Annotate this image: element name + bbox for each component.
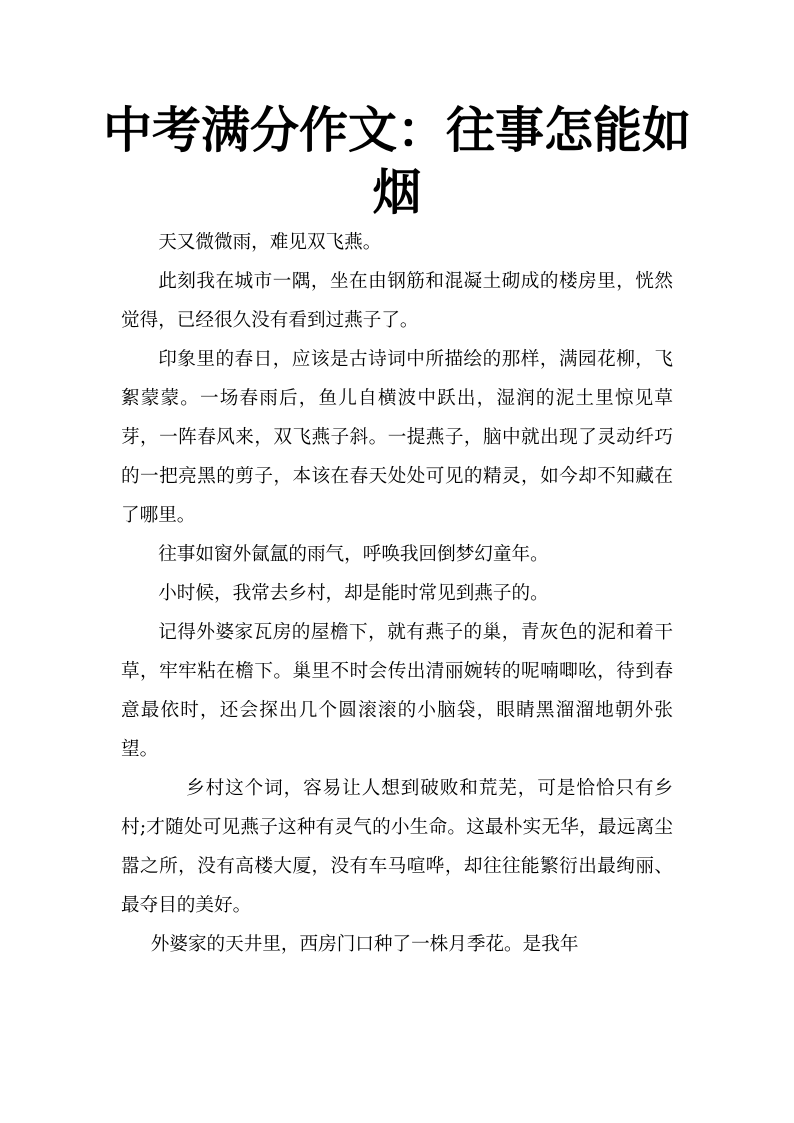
paragraph-1: 天又微微雨，难见双飞燕。: [158, 232, 382, 253]
paragraph-6: 记得外婆家瓦房的屋檐下，就有燕子的巢，青灰色的泥和着干草，牢牢粘在檐下。巢里不时会传出清丽婉转的呢喃唧吆，待到春意最依时，还会探出几个圆滚滚的小脑袋，眼睛黑溜溜地朝外张望。: [121, 622, 673, 760]
paragraph-5: 小时候，我常去乡村，却是能时常见到燕子的。: [158, 583, 549, 604]
paragraph-7: 乡村这个词，容易让人想到破败和荒芜，可是恰恰只有乡村;才随处可见燕子这种有灵气的小生命。这最朴实无华，最远离尘嚣之所，没有高楼大厦，没有车马喧哗，却往往能繁衍出最绚丽、最夺目的美好。: [121, 778, 673, 916]
article-body: [121, 223, 673, 964]
paragraph-3: 印象里的春日，应该是古诗词中所描绘的那样，满园花柳，飞絮蒙蒙。一场春雨后，鱼儿自横波中跃出，湿润的泥土里惊见草芽，一阵春风来，双飞燕子斜。一提燕子，脑中就出现了灵动纤巧的一把亮黑的剪子，本该在春天处处可见的精灵，如今却不知藏在了哪里。: [121, 349, 673, 526]
paragraph-4: 往事如窗外氤氲的雨气，呼唤我回倒梦幻童年。: [158, 544, 549, 565]
page-title: 中考满分作文：往事怎能如烟: [102, 102, 691, 221]
paragraph-8: 外婆家的天井里，西房门口种了一株月季花。是我年: [150, 934, 579, 955]
paragraph-2: 此刻我在城市一隅，坐在由钢筋和混凝土砌成的楼房里，恍然觉得，已经很久没有看到过燕子了。: [121, 271, 673, 331]
